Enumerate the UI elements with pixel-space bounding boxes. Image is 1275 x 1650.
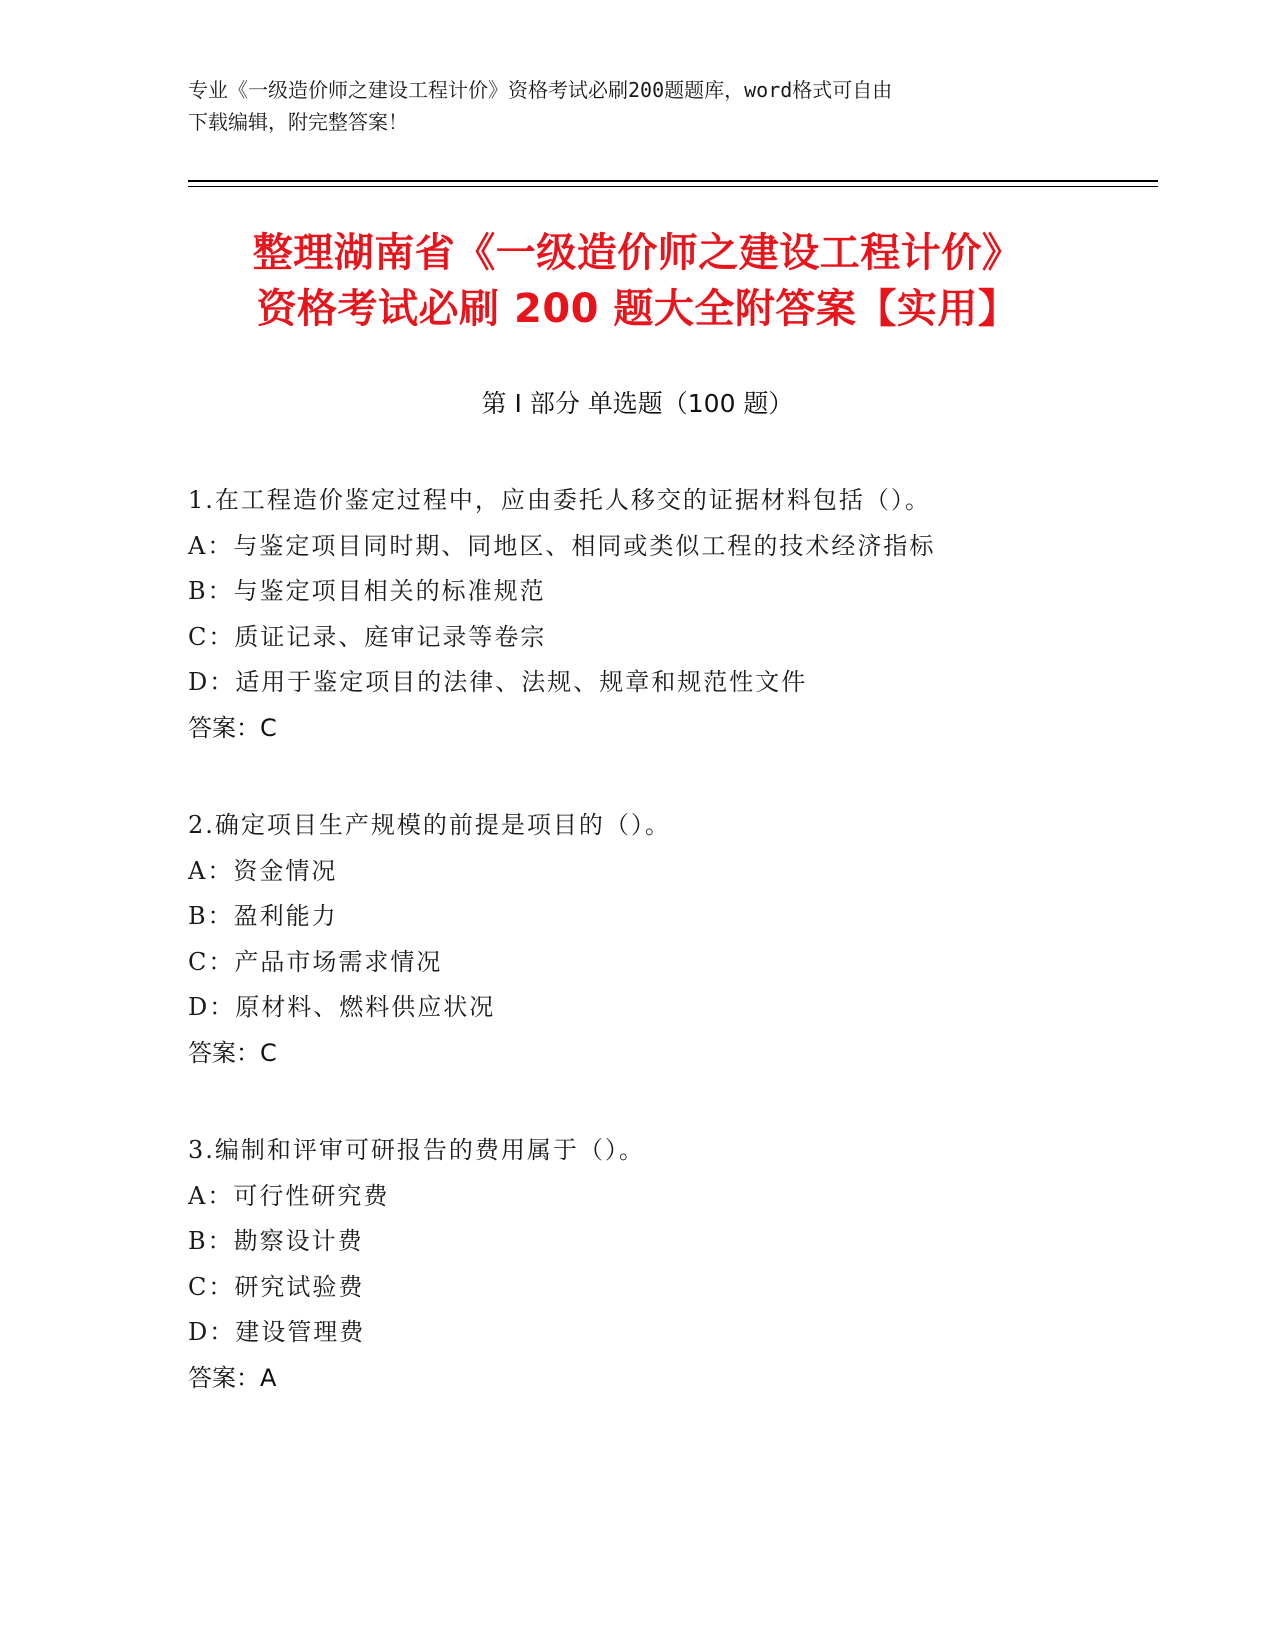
option-c: C：质证记录、庭审记录等卷宗	[188, 622, 547, 651]
answer: 答案：C	[188, 713, 277, 742]
header-divider-thin	[188, 186, 1158, 187]
option-d: D：原材料、燃料供应状况	[188, 993, 496, 1021]
header-note	[188, 74, 1088, 138]
option-d: D：建设管理费	[188, 1318, 366, 1346]
document-title	[130, 225, 1145, 337]
question-1	[188, 478, 1148, 751]
question-2	[188, 803, 1148, 1076]
option-a: A：资金情况	[188, 856, 338, 885]
question-stem: 2.确定项目生产规模的前提是项目的（）。	[188, 811, 671, 839]
option-b: B：勘察设计费	[188, 1227, 364, 1255]
question-stem: 1.在工程造价鉴定过程中，应由委托人移交的证据材料包括（）。	[188, 486, 931, 514]
option-a: A：与鉴定项目同时期、同地区、相同或类似工程的技术经济指标	[188, 531, 936, 560]
header-divider-thick	[188, 180, 1158, 182]
question-list	[188, 478, 1148, 1453]
header-note-line-1: 专业《一级造价师之建设工程计价》资格考试必刷200题题库，word格式可自由	[188, 78, 893, 102]
document-title-line-2: 资格考试必刷 200 题大全附答案【实用】	[256, 286, 1019, 332]
header-note-line-2: 下载编辑，附完整答案！	[188, 110, 408, 134]
document-title-line-1: 整理湖南省《一级造价师之建设工程计价》	[252, 230, 1023, 276]
option-c: C：产品市场需求情况	[188, 947, 443, 976]
option-c: C：研究试验费	[188, 1272, 365, 1301]
answer: 答案：A	[188, 1363, 277, 1392]
option-a: A：可行性研究费	[188, 1181, 390, 1210]
section-title: 第 I 部分 单选题（100 题）	[481, 389, 794, 418]
option-d: D：适用于鉴定项目的法律、法规、规章和规范性文件	[188, 668, 808, 696]
question-stem: 3.编制和评审可研报告的费用属于（）。	[188, 1136, 645, 1164]
option-b: B：盈利能力	[188, 902, 338, 930]
option-b: B：与鉴定项目相关的标准规范	[188, 577, 546, 605]
question-3	[188, 1128, 1148, 1401]
answer: 答案：C	[188, 1038, 277, 1067]
